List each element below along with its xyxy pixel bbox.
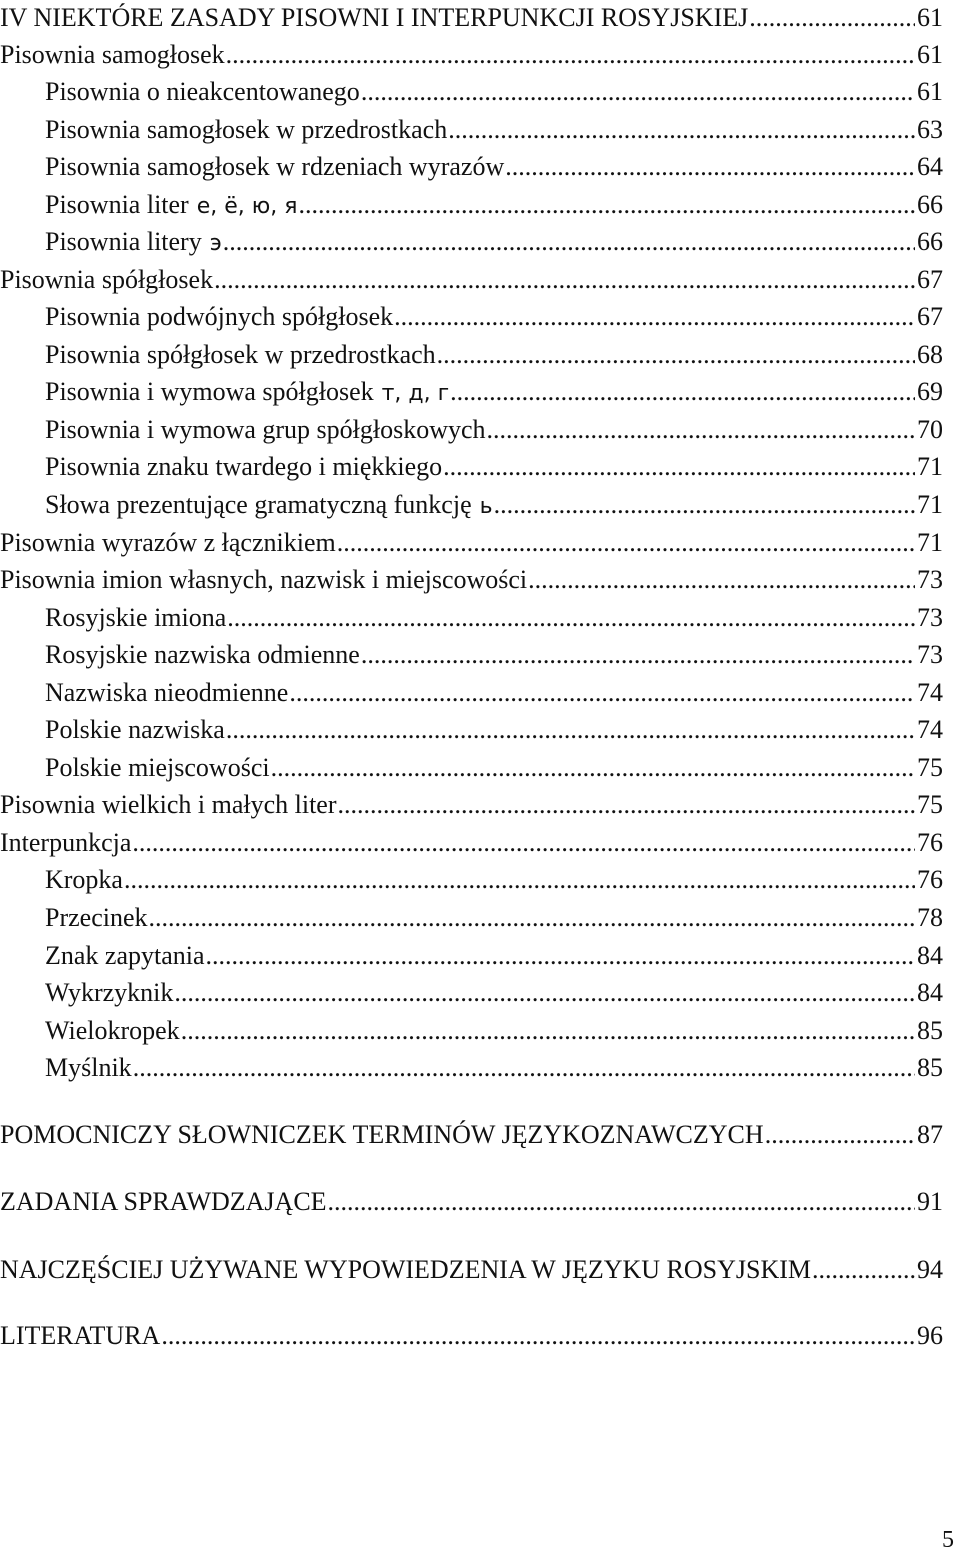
dot-leader (206, 939, 915, 973)
toc-entry-title: Wielokropek (45, 1016, 180, 1045)
toc-entry-page: 78 (917, 903, 943, 932)
dot-leader (271, 751, 915, 785)
toc-entry-title: Pisownia znaku twardego i miękkiego (45, 452, 443, 481)
dot-leader (437, 338, 915, 372)
toc-entry-title: Pisownia wyrazów z łącznikiem (0, 528, 336, 557)
dot-leader (181, 1014, 915, 1048)
toc-entry-title: Pisownia o nieakcentowanego (45, 77, 360, 106)
toc-entry-page: 85 (917, 1053, 943, 1082)
toc-entry (0, 38, 943, 72)
toc-entry-title: Polskie nazwiska (45, 715, 225, 744)
toc-entry-page: 75 (917, 753, 943, 782)
toc-entry-page: 61 (917, 3, 943, 32)
dot-leader (226, 38, 915, 72)
toc-entry-page: 61 (917, 77, 943, 106)
toc-entry-title: Pisownia imion własnych, nazwisk i miejscowości (0, 565, 528, 594)
toc-entry-page: 76 (917, 865, 943, 894)
toc-entry-page: 71 (917, 490, 943, 519)
toc-entry-title: NAJCZĘŚCIEJ UŻYWANE WYPOWIEDZENIA W JĘZYKU ROSYJSKIM (0, 1255, 812, 1284)
toc-entry (0, 901, 943, 935)
toc-entry-title: Pisownia spółgłosek w przedrostkach (45, 340, 436, 369)
toc-entry (0, 113, 943, 147)
toc-entry-title: Pisownia i wymowa spółgłosek (45, 377, 374, 406)
toc-entry-title: Pisownia litery (45, 227, 202, 256)
toc-entry (0, 1118, 943, 1152)
toc-entry (0, 939, 943, 973)
toc-entry (0, 75, 943, 109)
dot-leader (361, 75, 915, 109)
toc-entry-page: 71 (917, 528, 943, 557)
toc-entry (0, 1253, 943, 1287)
toc-entry-title: LITERATURA (0, 1321, 161, 1350)
toc-entry-page: 73 (917, 640, 943, 669)
toc-entry (0, 676, 943, 710)
toc-entry-cyrillic: т, д, г (381, 381, 450, 406)
toc-entry-page: 76 (917, 828, 943, 857)
toc-entry-title: Myślnik (45, 1053, 132, 1082)
toc-entry (0, 1014, 943, 1048)
toc-entry (0, 1, 943, 35)
toc-entry-page: 61 (917, 40, 943, 69)
toc-entry (0, 450, 943, 484)
toc-entry (0, 751, 943, 785)
toc-entry-page: 69 (917, 377, 943, 406)
toc-entry-title: Interpunkcja (0, 828, 132, 857)
toc-entry (0, 225, 943, 259)
dot-leader (338, 788, 916, 822)
toc-entry-cyrillic: е, ё, ю, я (196, 194, 298, 219)
dot-leader (149, 901, 915, 935)
dot-leader (299, 188, 915, 222)
dot-leader (487, 413, 915, 447)
toc-entry-page: 68 (917, 340, 943, 369)
toc-entry-title: Pisownia samogłosek w przedrostkach (45, 115, 448, 144)
toc-entry-title: ZADANIA SPRAWDZAJĄCE (0, 1187, 327, 1216)
toc-entry-title: Pisownia podwójnych spółgłosek (45, 302, 394, 331)
toc-entry (0, 1185, 943, 1219)
toc-entry (0, 188, 943, 222)
dot-leader (223, 225, 915, 259)
dot-leader (337, 526, 915, 560)
toc-entry-title: Pisownia samogłosek (0, 40, 225, 69)
toc-entry-page: 63 (917, 115, 943, 144)
toc-entry (0, 863, 943, 897)
toc-entry (0, 713, 943, 747)
dot-leader (289, 676, 915, 710)
toc-entry-title: Pisownia samogłosek w rdzeniach wyrazów (45, 152, 505, 181)
toc-entry-page: 74 (917, 715, 943, 744)
toc-entry (0, 563, 943, 597)
toc-entry-page: 85 (917, 1016, 943, 1045)
dot-leader (505, 150, 915, 184)
toc-entry-title: Rosyjskie imiona (45, 603, 227, 632)
toc-entry-page: 84 (917, 978, 943, 1007)
page-number: 5 (942, 1527, 954, 1553)
toc-entry-title: Pisownia spółgłosek (0, 265, 214, 294)
toc-entry-page: 87 (917, 1120, 943, 1149)
toc-entry-title: Nazwiska nieodmienne (45, 678, 289, 707)
toc-entry-page: 67 (917, 265, 943, 294)
toc-entry-page: 66 (917, 227, 943, 256)
toc-entry-page: 67 (917, 302, 943, 331)
toc-entry-title: Pisownia liter (45, 190, 189, 219)
toc-entry (0, 638, 943, 672)
toc-entry-title: Przecinek (45, 903, 148, 932)
toc-entry-page: 64 (917, 152, 943, 181)
dot-leader (528, 563, 915, 597)
toc-entry-page: 96 (917, 1321, 943, 1350)
toc-entry-title: Rosyjskie nazwiska odmienne (45, 640, 360, 669)
toc-entry-page: 73 (917, 603, 943, 632)
toc-entry-title: Pisownia i wymowa grup spółgłoskowych (45, 415, 486, 444)
toc-entry (0, 601, 943, 635)
toc-entry-page: 66 (917, 190, 943, 219)
toc-entry (0, 788, 943, 822)
dot-leader (133, 1051, 915, 1085)
toc-entry-cyrillic: ь (479, 494, 493, 519)
toc-entry (0, 300, 943, 334)
dot-leader (494, 488, 915, 522)
toc-entry (0, 1051, 943, 1085)
toc-entry-page: 73 (917, 565, 943, 594)
toc-entry-title: IV NIEKTÓRE ZASADY PISOWNI I INTERPUNKCJI ROSYJSKIEJ (0, 3, 749, 32)
dot-leader (812, 1253, 915, 1287)
dot-leader (765, 1118, 915, 1152)
toc-entry-title: Słowa prezentujące gramatyczną funkcję (45, 490, 472, 519)
toc-entry (0, 826, 943, 860)
toc-entry (0, 263, 943, 297)
dot-leader (394, 300, 915, 334)
dot-leader (749, 1, 915, 35)
toc-entry-page: 94 (917, 1255, 943, 1284)
toc-entry-page: 71 (917, 452, 943, 481)
dot-leader (227, 601, 915, 635)
dot-leader (328, 1185, 915, 1219)
toc-entry (0, 488, 943, 522)
toc-entry-title: Znak zapytania (45, 941, 205, 970)
toc-entry-title: Wykrzyknik (45, 978, 174, 1007)
toc-entry (0, 413, 943, 447)
toc-entry-page: 84 (917, 941, 943, 970)
dot-leader (174, 976, 915, 1010)
toc-entry-page: 75 (917, 790, 943, 819)
dot-leader (132, 826, 915, 860)
dot-leader (361, 638, 915, 672)
toc-entry-title: Kropka (45, 865, 123, 894)
dot-leader (450, 375, 915, 409)
toc-entry (0, 150, 943, 184)
dot-leader (443, 450, 915, 484)
toc-entry-page: 74 (917, 678, 943, 707)
toc-entry-page: 91 (917, 1187, 943, 1216)
toc-entry (0, 375, 943, 409)
toc-entry-title: Polskie miejscowości (45, 753, 270, 782)
toc-entry-page: 70 (917, 415, 943, 444)
dot-leader (214, 263, 915, 297)
toc-entry (0, 338, 943, 372)
dot-leader (124, 863, 915, 897)
toc-entry-cyrillic: э (209, 231, 222, 256)
toc-entry-title: Pisownia wielkich i małych liter (0, 790, 337, 819)
dot-leader (161, 1319, 915, 1353)
dot-leader (226, 713, 915, 747)
dot-leader (448, 113, 915, 147)
toc-entry (0, 976, 943, 1010)
toc-entry (0, 526, 943, 560)
toc-entry (0, 1319, 943, 1353)
toc-entry-title: POMOCNICZY SŁOWNICZEK TERMINÓW JĘZYKOZNAWCZYCH (0, 1120, 764, 1149)
